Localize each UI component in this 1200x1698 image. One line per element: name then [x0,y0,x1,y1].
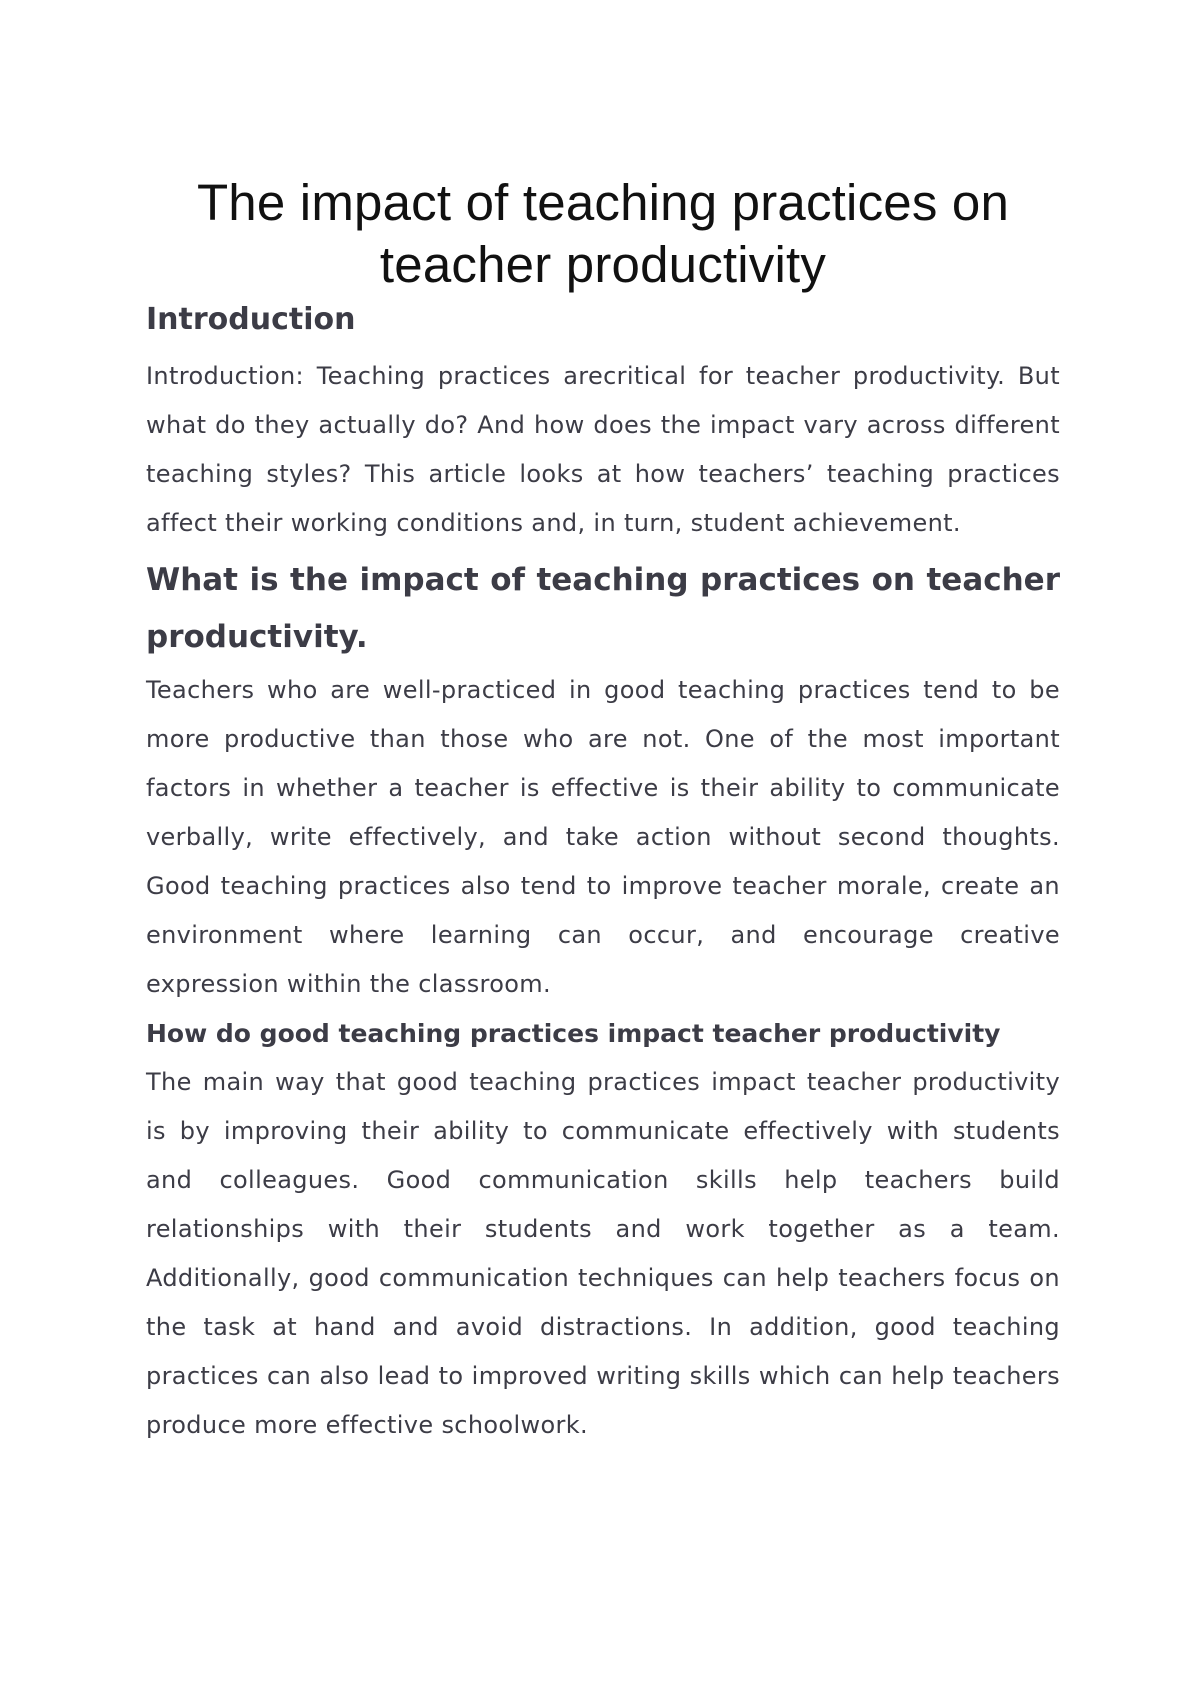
section-heading-impact: What is the impact of teaching practices on teacher productivity. [146,562,1060,655]
section-heading-how: How do good teaching practices impact teacher productivity [146,1019,1001,1048]
section-body-how: The main way that good teaching practices impact teacher productivity is by improving their ability to communicate effectively with students and colleagues. Good communication skills help teachers build relationships with their students and work together as a team. Additionally, good communication techniques can help teachers focus on the task at hand and avoid distractions. In addition, good teaching practices can also lead to improved writing skills which can help teachers produce more effective schoolwork. [146,1068,1060,1439]
section-heading-introduction: Introduction [146,302,356,337]
document-page [146,172,1060,1450]
section-body-introduction: Introduction: Teaching practices arecritical for teacher productivity. But what do they actually do? And how does the impact vary across different teaching styles? This article looks at how teachers’ teaching practices affect their working conditions and, in turn, student achievement. [146,362,1060,537]
document-title: The impact of teaching practices on teacher productivity [196,174,1010,293]
section-body-impact: Teachers who are well-practiced in good teaching practices tend to be more productive than those who are not. One of the most important factors in whether a teacher is effective is their ability to communicate verbally, write effectively, and take action without second thoughts. Good teaching practices also tend to improve teacher morale, create an environment where learning can occur, and encourage creative expression within the classroom. [146,676,1060,998]
